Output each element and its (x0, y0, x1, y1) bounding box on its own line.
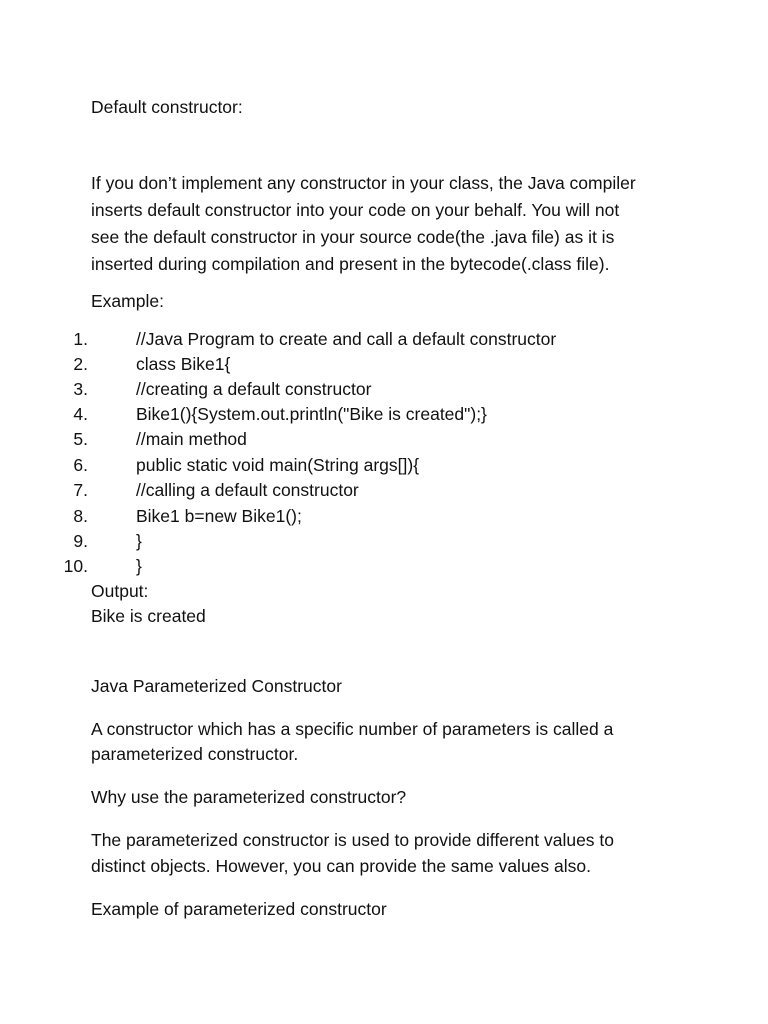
line-number: 7. (73, 480, 88, 500)
code-line (0, 428, 768, 450)
code-text: //Java Program to create and call a default constructor (136, 329, 557, 349)
code-line (0, 454, 768, 476)
code-line (0, 555, 768, 577)
why-answer-line-2: distinct objects. However, you can provide the same values also. (91, 856, 591, 876)
intro-line-2: inserts default constructor into your code on your behalf. You will not (91, 200, 620, 220)
param-definition-line-1: A constructor which has a specific number of parameters is called a (91, 719, 614, 739)
code-text: Bike1 b=new Bike1(); (136, 506, 302, 526)
line-number: 2. (73, 354, 88, 374)
heading-parameterized-constructor: Java Parameterized Constructor (91, 676, 342, 696)
param-definition-line-2: parameterized constructor. (91, 744, 299, 764)
line-number: 3. (73, 379, 88, 399)
line-number: 5. (73, 429, 88, 449)
output-label: Output: (91, 581, 149, 601)
code-text: class Bike1{ (136, 354, 231, 374)
line-number: 8. (73, 506, 88, 526)
code-text: Bike1(){System.out.println("Bike is created");} (136, 404, 487, 424)
line-number: 10. (63, 556, 88, 576)
example-parameterized-label: Example of parameterized constructor (91, 899, 387, 919)
code-line (0, 403, 768, 425)
code-line (0, 479, 768, 501)
code-line (0, 505, 768, 527)
code-text: //creating a default constructor (136, 379, 372, 399)
heading-default-constructor: Default constructor: (91, 97, 243, 117)
line-number: 9. (73, 531, 88, 551)
code-line (0, 328, 768, 350)
code-text: //calling a default constructor (136, 480, 359, 500)
why-question: Why use the parameterized constructor? (91, 787, 407, 807)
line-number: 4. (73, 404, 88, 424)
code-line (0, 530, 768, 552)
code-text: public static void main(String args[]){ (136, 455, 420, 475)
example-label: Example: (91, 291, 164, 311)
line-number: 6. (73, 455, 88, 475)
code-line (0, 353, 768, 375)
intro-line-3: see the default constructor in your source code(the .java file) as it is (91, 227, 615, 247)
intro-line-4: inserted during compilation and present in the bytecode(.class file). (91, 254, 610, 274)
why-answer-line-1: The parameterized constructor is used to provide different values to (91, 830, 615, 850)
code-text: //main method (136, 429, 247, 449)
code-text: } (136, 531, 142, 551)
code-text: } (136, 556, 142, 576)
intro-line-1: If you don’t implement any constructor in your class, the Java compiler (91, 173, 636, 193)
line-number: 1. (73, 329, 88, 349)
code-line (0, 378, 768, 400)
output-value: Bike is created (91, 606, 206, 626)
